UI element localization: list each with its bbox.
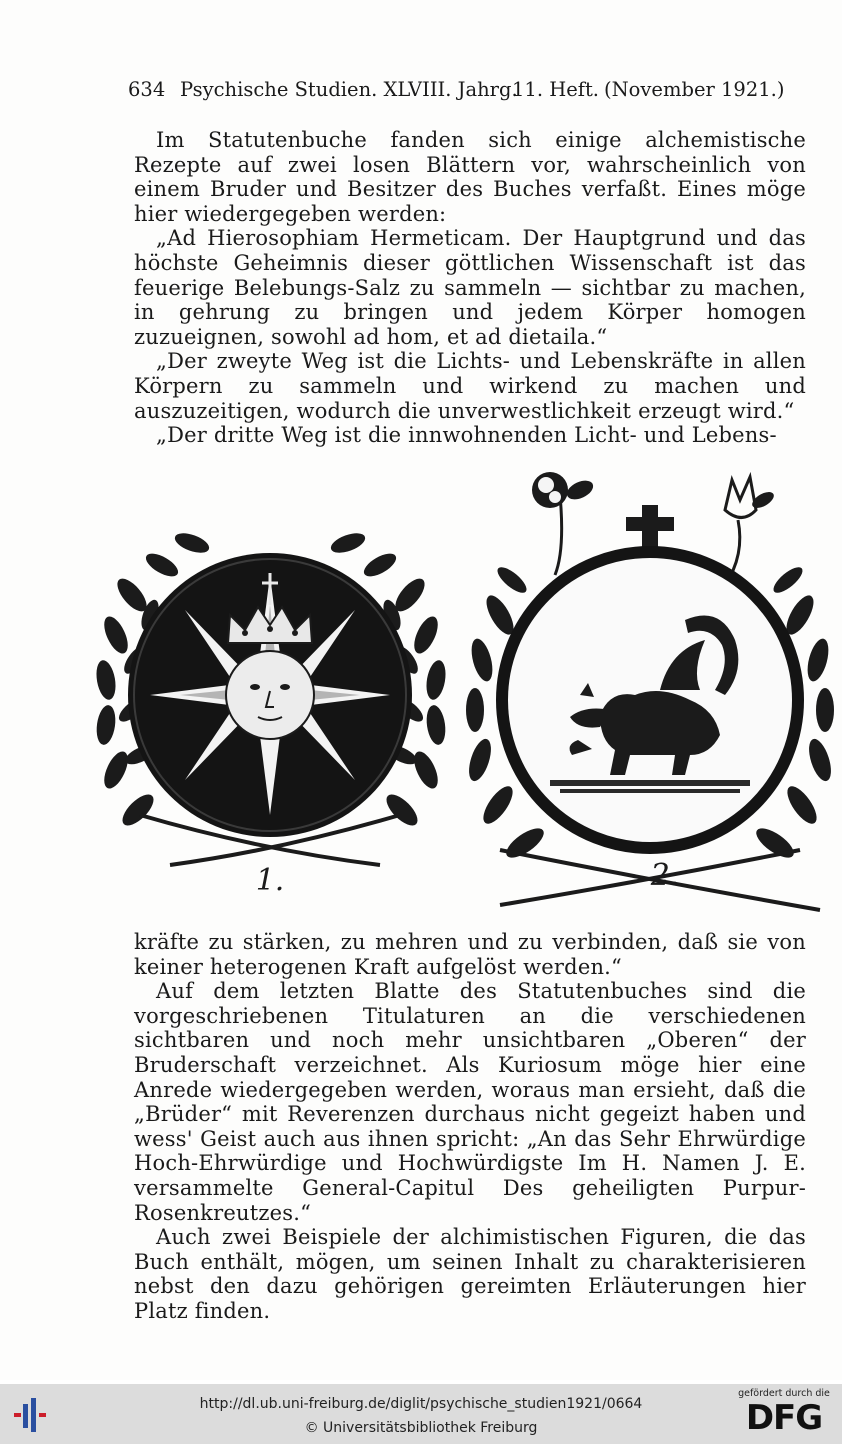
text-block-top [134, 128, 806, 448]
funding-note: gefördert durch die [738, 1388, 830, 1399]
paragraph: Im Statutenbuche fanden sich einige alchemistische Rezepte auf zwei losen Blättern vor, wahrscheinlich von einem Bruder und Besitzer des Buches verfaßt. Eines möge hier wiedergegeben werden: [134, 128, 806, 226]
paragraph: „Ad Hierosophiam Hermeticam. Der Hauptgrund und das höchste Geheimnis dieser göttlichen Wissenschaft ist das feuerige Belebungs-Salz zu sammeln — sichtbar zu machen, in gehrung zu bringen und jedem Körper homogen zuzueignen, sowohl ad hom, et ad dietaila.“ [134, 226, 806, 349]
tulip-flower-icon [725, 477, 776, 585]
source-url-link[interactable]: http://dl.ub.uni-freiburg.de/diglit/psychische_studien1921/0664 [199, 1396, 643, 1412]
paragraph: „Der dritte Weg ist die innwohnenden Licht- und Lebens- [156, 423, 777, 448]
paragraph: „Der zweyte Weg ist die Lichts- und Lebenskräfte in allen Körpern zu sammeln und wirkend zu machen und auszuzeitigen, wodurch die unverwestlichkeit erzeugt wird.“ [134, 349, 806, 423]
page-number: 634 [128, 78, 166, 101]
dfg-logo: DFG [745, 1398, 823, 1438]
text-block-bottom [134, 930, 806, 1324]
figure-1-label: 1. [255, 863, 285, 898]
sun-face-icon [226, 651, 314, 739]
dfg-funding-badge [736, 1388, 832, 1442]
digitization-footer [0, 1384, 842, 1444]
paragraph: Auch zwei Beispiele der alchimistischen Figuren, die das Buch enthält, mögen, um seinen Inhalt zu charakterisieren nebst den dazu gehörigen gereimten Erläuterungen hier Platz finden. [134, 1225, 806, 1323]
journal-title: Psychische Studien. XLVIII. Jahrg. [180, 78, 518, 101]
paragraph: Auf dem letzten Blatte des Statutenbuches sind die vorgeschriebenen Titulaturen an die verschiedenen sichtbaren und noch mehr unsichtbaren „Oberen“ der Bruderschaft verzeichnet. Als Kuriosum möge hier eine Anrede wiedergegeben werden, woraus man ersieht, daß die „Brüder“ mit Reverenzen durchaus nicht gegeizt haben und wess' Geist auch aus ihnen spricht: „An das Sehr Ehrwürdige Hoch-Ehrwürdige und Hochwürdigste Im H. Namen J. E. versammelte General-Capitul Des geheiligten Purpur-Rosenkreutzes.“ [134, 979, 806, 1225]
figure-2-label: 2. [650, 858, 680, 893]
cross-icon [626, 505, 674, 553]
rose-flower-icon [532, 472, 596, 575]
running-header [128, 78, 785, 108]
issue-number: 11. Heft. [512, 78, 600, 101]
figure-2-dragon-emblem [460, 455, 842, 925]
issue-date: (November 1921.) [604, 78, 785, 101]
figure-1-sun-emblem [80, 455, 460, 905]
copyright-notice: © Universitätsbibliothek Freiburg [304, 1420, 538, 1436]
paragraph: kräfte zu stärken, zu mehren und zu verbinden, daß sie von keiner heterogenen Kraft aufgelöst werden.“ [134, 930, 806, 979]
